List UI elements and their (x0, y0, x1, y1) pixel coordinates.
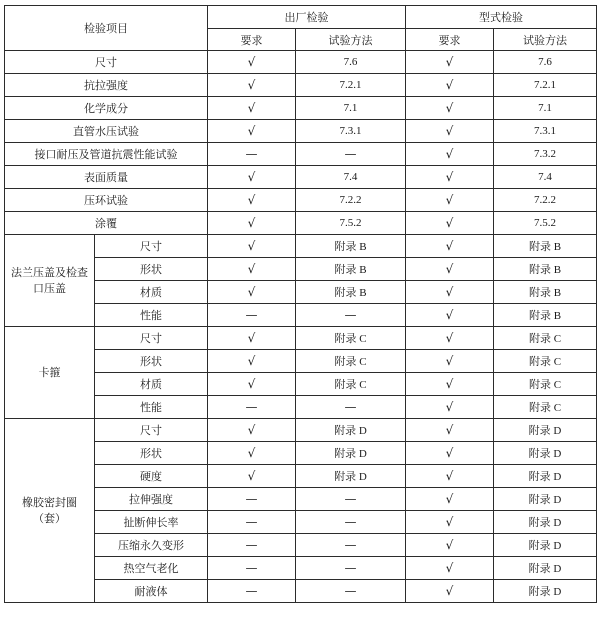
factory-test-method-cell: 7.3.1 (296, 120, 406, 143)
item-name-cell: 直管水压试验 (5, 120, 208, 143)
item-name-cell: 化学成分 (5, 97, 208, 120)
factory-test-method-cell: — (296, 396, 406, 419)
type-requirement-cell: √ (406, 281, 494, 304)
factory-requirement-cell: √ (208, 465, 296, 488)
type-test-method-cell: 附录 B (494, 258, 597, 281)
item-name-cell: 尺寸 (5, 51, 208, 74)
factory-test-method-cell: — (296, 580, 406, 603)
inspection-table (4, 5, 597, 603)
table-row (5, 120, 597, 143)
sub-item-name-cell: 压缩永久变形 (95, 534, 208, 557)
type-requirement-cell: √ (406, 488, 494, 511)
type-test-method-cell: 7.4 (494, 166, 597, 189)
type-test-method-cell: 7.2.2 (494, 189, 597, 212)
type-test-method-cell: 附录 B (494, 235, 597, 258)
type-test-method-cell: 7.1 (494, 97, 597, 120)
factory-test-method-cell: — (296, 143, 406, 166)
item-name-cell: 表面质量 (5, 166, 208, 189)
sub-item-name-cell: 热空气老化 (95, 557, 208, 580)
factory-test-method-cell: 7.2.2 (296, 189, 406, 212)
factory-requirement-cell: √ (208, 51, 296, 74)
factory-test-method-cell: — (296, 488, 406, 511)
sub-item-name-cell: 耐液体 (95, 580, 208, 603)
type-test-method-cell: 附录 D (494, 465, 597, 488)
type-requirement-cell: √ (406, 304, 494, 327)
factory-test-method-cell: 附录 B (296, 281, 406, 304)
item-name-cell: 抗拉强度 (5, 74, 208, 97)
factory-requirement-cell: √ (208, 373, 296, 396)
type-test-method-cell: 附录 D (494, 534, 597, 557)
factory-requirement-cell: √ (208, 442, 296, 465)
type-requirement-cell: √ (406, 120, 494, 143)
type-test-method-cell: 附录 C (494, 350, 597, 373)
factory-requirement-cell: √ (208, 97, 296, 120)
factory-test-method-cell: 7.2.1 (296, 74, 406, 97)
sub-item-name-cell: 性能 (95, 304, 208, 327)
type-test-method-cell: 附录 D (494, 511, 597, 534)
type-test-method-cell: 7.3.2 (494, 143, 597, 166)
sub-item-name-cell: 尺寸 (95, 419, 208, 442)
sub-item-name-cell: 材质 (95, 373, 208, 396)
header-factory-test-method: 试验方法 (296, 29, 406, 51)
type-requirement-cell: √ (406, 74, 494, 97)
type-requirement-cell: √ (406, 143, 494, 166)
table-row (5, 143, 597, 166)
factory-requirement-cell: √ (208, 258, 296, 281)
factory-requirement-cell: — (208, 143, 296, 166)
factory-test-method-cell: 附录 B (296, 258, 406, 281)
factory-requirement-cell: √ (208, 120, 296, 143)
table-row (5, 74, 597, 97)
factory-test-method-cell: 附录 C (296, 350, 406, 373)
sub-item-name-cell: 拉伸强度 (95, 488, 208, 511)
factory-test-method-cell: — (296, 511, 406, 534)
type-requirement-cell: √ (406, 212, 494, 235)
factory-test-method-cell: — (296, 534, 406, 557)
factory-requirement-cell: — (208, 488, 296, 511)
type-requirement-cell: √ (406, 97, 494, 120)
group-name-cell: 橡胶密封圈（套） (5, 419, 95, 603)
type-test-method-cell: 7.3.1 (494, 120, 597, 143)
factory-test-method-cell: 7.4 (296, 166, 406, 189)
table-row (5, 419, 597, 442)
group-name-cell: 卡箍 (5, 327, 95, 419)
type-requirement-cell: √ (406, 396, 494, 419)
inspection-table-sheet (4, 5, 596, 603)
sub-item-name-cell: 材质 (95, 281, 208, 304)
sub-item-name-cell: 形状 (95, 350, 208, 373)
type-requirement-cell: √ (406, 557, 494, 580)
factory-requirement-cell: √ (208, 166, 296, 189)
sub-item-name-cell: 扯断伸长率 (95, 511, 208, 534)
header-type-test-method: 试验方法 (494, 29, 597, 51)
factory-requirement-cell: — (208, 534, 296, 557)
factory-test-method-cell: 7.6 (296, 51, 406, 74)
type-requirement-cell: √ (406, 235, 494, 258)
type-requirement-cell: √ (406, 189, 494, 212)
table-row (5, 51, 597, 74)
type-test-method-cell: 附录 D (494, 442, 597, 465)
header-factory-inspection: 出厂检验 (208, 6, 406, 29)
table-row (5, 97, 597, 120)
factory-test-method-cell: 附录 C (296, 373, 406, 396)
sub-item-name-cell: 硬度 (95, 465, 208, 488)
item-name-cell: 接口耐压及管道抗震性能试验 (5, 143, 208, 166)
type-test-method-cell: 附录 D (494, 557, 597, 580)
table-body (5, 51, 597, 603)
table-row (5, 189, 597, 212)
type-test-method-cell: 附录 C (494, 396, 597, 419)
table-row (5, 166, 597, 189)
item-name-cell: 涂覆 (5, 212, 208, 235)
sub-item-name-cell: 尺寸 (95, 235, 208, 258)
factory-requirement-cell: √ (208, 74, 296, 97)
factory-requirement-cell: — (208, 557, 296, 580)
factory-requirement-cell: √ (208, 350, 296, 373)
factory-test-method-cell: 附录 D (296, 419, 406, 442)
type-requirement-cell: √ (406, 580, 494, 603)
type-test-method-cell: 附录 B (494, 281, 597, 304)
factory-test-method-cell: — (296, 557, 406, 580)
type-test-method-cell: 附录 B (494, 304, 597, 327)
type-test-method-cell: 附录 C (494, 373, 597, 396)
type-requirement-cell: √ (406, 258, 494, 281)
header-type-inspection: 型式检验 (406, 6, 597, 29)
sub-item-name-cell: 形状 (95, 258, 208, 281)
type-test-method-cell: 7.2.1 (494, 74, 597, 97)
factory-requirement-cell: √ (208, 419, 296, 442)
type-requirement-cell: √ (406, 350, 494, 373)
type-requirement-cell: √ (406, 166, 494, 189)
factory-test-method-cell: 附录 C (296, 327, 406, 350)
type-test-method-cell: 附录 D (494, 419, 597, 442)
type-test-method-cell: 附录 C (494, 327, 597, 350)
table-row (5, 327, 597, 350)
table-row (5, 235, 597, 258)
factory-test-method-cell: 附录 D (296, 442, 406, 465)
factory-requirement-cell: — (208, 580, 296, 603)
factory-test-method-cell: 附录 D (296, 465, 406, 488)
type-test-method-cell: 7.6 (494, 51, 597, 74)
type-test-method-cell: 附录 D (494, 580, 597, 603)
factory-test-method-cell: 7.1 (296, 97, 406, 120)
factory-test-method-cell: 附录 B (296, 235, 406, 258)
type-test-method-cell: 附录 D (494, 488, 597, 511)
header-inspection-item: 检验项目 (5, 6, 208, 51)
factory-requirement-cell: — (208, 511, 296, 534)
sub-item-name-cell: 性能 (95, 396, 208, 419)
sub-item-name-cell: 尺寸 (95, 327, 208, 350)
factory-test-method-cell: 7.5.2 (296, 212, 406, 235)
factory-requirement-cell: — (208, 304, 296, 327)
factory-requirement-cell: √ (208, 327, 296, 350)
item-name-cell: 压环试验 (5, 189, 208, 212)
factory-requirement-cell: √ (208, 235, 296, 258)
factory-test-method-cell: — (296, 304, 406, 327)
type-requirement-cell: √ (406, 511, 494, 534)
factory-requirement-cell: √ (208, 212, 296, 235)
type-requirement-cell: √ (406, 442, 494, 465)
type-test-method-cell: 7.5.2 (494, 212, 597, 235)
group-name-cell: 法兰压盖及检查口压盖 (5, 235, 95, 327)
header-type-requirement: 要求 (406, 29, 494, 51)
type-requirement-cell: √ (406, 534, 494, 557)
sub-item-name-cell: 形状 (95, 442, 208, 465)
type-requirement-cell: √ (406, 465, 494, 488)
type-requirement-cell: √ (406, 327, 494, 350)
factory-requirement-cell: √ (208, 281, 296, 304)
type-requirement-cell: √ (406, 51, 494, 74)
table-header (5, 6, 597, 51)
type-requirement-cell: √ (406, 419, 494, 442)
factory-requirement-cell: √ (208, 189, 296, 212)
table-row (5, 212, 597, 235)
type-requirement-cell: √ (406, 373, 494, 396)
header-factory-requirement: 要求 (208, 29, 296, 51)
factory-requirement-cell: — (208, 396, 296, 419)
